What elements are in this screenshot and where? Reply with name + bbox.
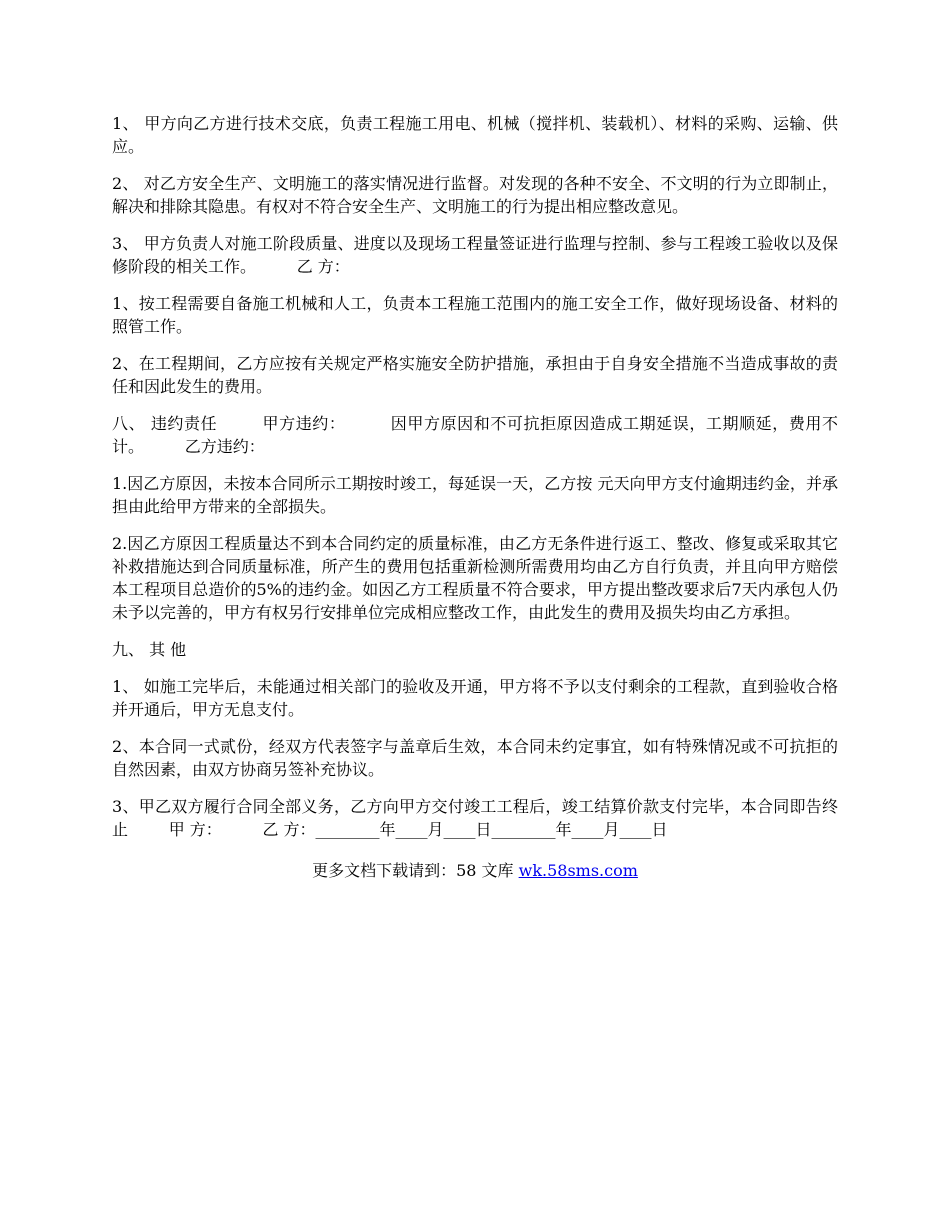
footer-text: 更多文档下载请到：58 文库 xyxy=(312,861,519,880)
paragraph-1: 1、 甲方向乙方进行技术交底，负责工程施工用电、机械（搅拌机、装载机）、材料的采购、运输、供应。 xyxy=(112,114,838,156)
footer xyxy=(112,859,838,882)
paragraph-3: 3、 甲方负责人对施工阶段质量、进度以及现场工程量签证进行监理与控制、参与工程竣工验收以及保修阶段的相关工作。 乙 方： xyxy=(112,234,838,276)
document-page xyxy=(112,112,838,882)
paragraph-10: 1、 如施工完毕后，未能通过相关部门的验收及开通，甲方将不予以支付剩余的工程款，直到验收合格并开通后，甲方无息支付。 xyxy=(112,677,838,719)
paragraph-7: 1.因乙方原因，未按本合同所示工期按时竣工，每延误一天，乙方按 元天向甲方支付逾期违约金，并承担由此给甲方带来的全部损失。 xyxy=(112,474,838,516)
footer-link[interactable]: wk.58sms.com xyxy=(518,861,638,880)
paragraph-8: 2.因乙方原因工程质量达不到本合同约定的质量标准，由乙方无条件进行返工、整改、修复或采取其它补救措施达到合同质量标准，所产生的费用包括重新检测所需费用均由乙方自行负责，并且向甲方赔偿本工程项目总造价的5%的违约金。如因乙方工程质量不符合要求，甲方提出整改要求后7天内承包人仍未予以完善的，甲方有权另行安排单位完成相应整改工作，由此发生的费用及损失均由乙方承担。 xyxy=(112,534,838,622)
signature-paragraph: 3、甲乙双方履行合同全部义务，乙方向甲方交付竣工工程后，竣工结算价款支付完毕，本合同即告终止 甲 方： 乙 方：________年____月____日________年____月____日 xyxy=(112,797,838,839)
paragraph-4: 1、按工程需要自备施工机械和人工，负责本工程施工范围内的施工安全工作，做好现场设备、材料的照管工作。 xyxy=(112,294,838,336)
section-other-heading: 九、 其 他 xyxy=(112,640,187,659)
paragraph-2: 2、 对乙方安全生产、文明施工的落实情况进行监督。对发现的各种不安全、不文明的行为立即制止，解决和排除其隐患。有权对不符合安全生产、文明施工的行为提出相应整改意见。 xyxy=(112,174,838,216)
paragraph-11: 2、本合同一式贰份，经双方代表签字与盖章后生效，本合同未约定事宜，如有特殊情况或不可抗拒的自然因素，由双方协商另签补充协议。 xyxy=(112,737,838,779)
paragraph-5: 2、在工程期间，乙方应按有关规定严格实施安全防护措施，承担由于自身安全措施不当造成事故的责任和因此发生的费用。 xyxy=(112,354,838,396)
section-breach-of-contract: 八、 违约责任 甲方违约： 因甲方原因和不可抗拒原因造成工期延误，工期顺延，费用不计。 乙方违约： xyxy=(112,414,838,456)
